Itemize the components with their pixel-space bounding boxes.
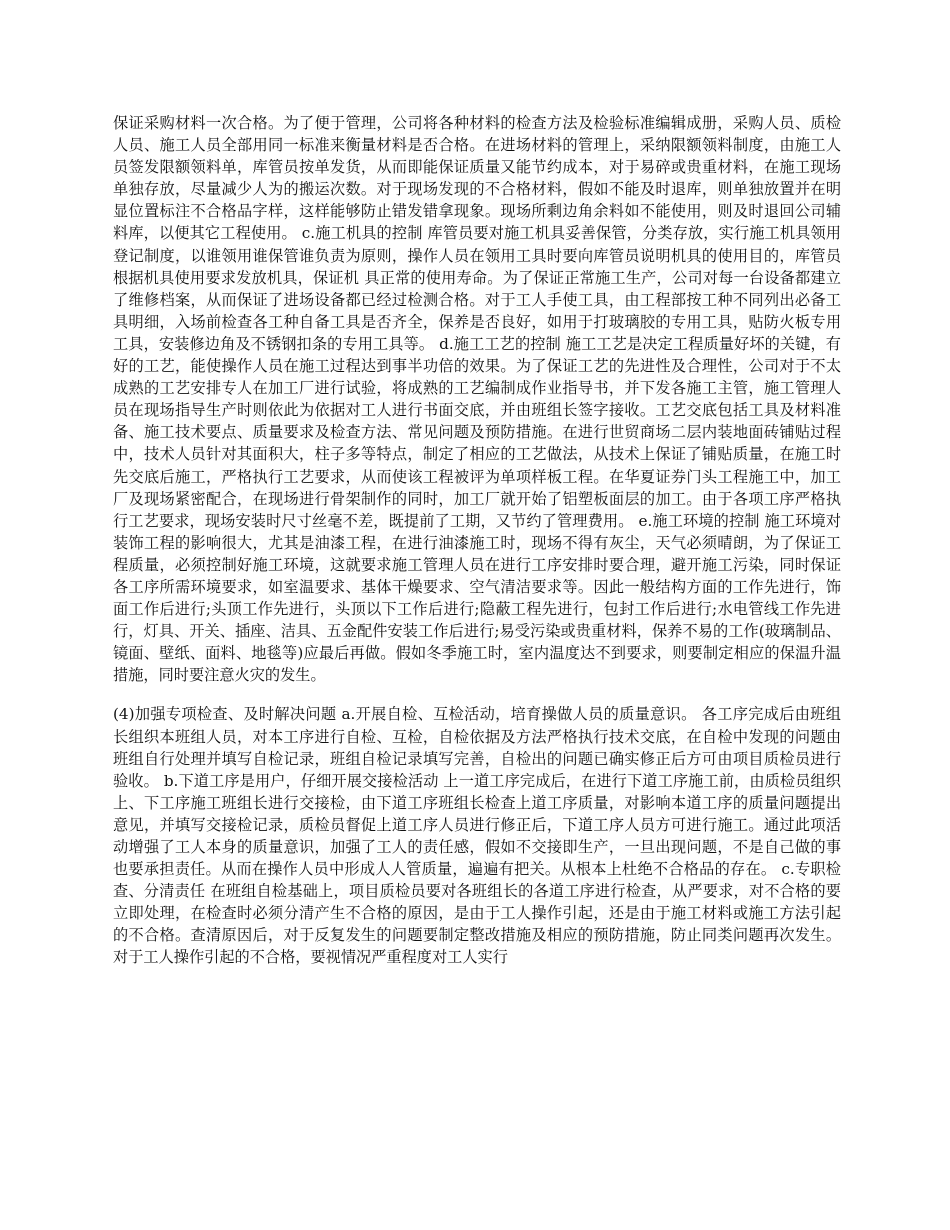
body-paragraph-2: (4)加强专项检查、及时解决问题 a.开展自检、互检活动，培育操做人员的质量意识。 各工序完成后由班组长组织本班组人员，对本工序进行自检、互检，自检依据及方法严格执行技术交底，在自检中发现的问题由班组自行处理并填写自检记录，班组自检记录填写完善，自检出的问题已确实修正后方可由项目质检员进行验收。 b.下道工序是用户，仔细开展交接检活动 上一道工序完成后，在进行下道工序施工前，由质检员组织上、下工序施工班组长进行交接检，由下道工序班组长检查上道工序质量，对影响本道工序的质量问题提出意见，并填写交接检记录，质检员督促上道工序人员进行修正后，下道工序人员方可进行施工。通过此项活动增强了工人本身的质量意识，加强了工人的责任感，假如不交接即生产，一旦出现问题，不是自己做的事也要承担责任。从而在操作人员中形成人人管质量，遍遍有把关。从根本上杜绝不合格品的存在。 c.专职检查、分清责任 在班组自检基础上，项目质检员要对各班组长的各道工序进行检查，从严要求，对不合格的要立即处理，在检查时必须分清产生不合格的原因，是由于工人操作引起，还是由于施工材料或施工方法引起的不合格。查清原因后，对于反复发生的问题要制定整改措施及相应的预防措施，防止同类问题再次发生。对于工人操作引起的不合格，要视情况严重程度对工人实行 [113, 705, 841, 967]
document-page [113, 112, 841, 969]
body-paragraph-1: 保证采购材料一次合格。为了便于管理，公司将各种材料的检查方法及检验标准编辑成册，采购人员、质检人员、施工人员全部用同一标准来衡量材料是否合格。在进场材料的管理上，采纳限额领料制度，由施工人员签发限额领料单，库管员按单发货，从而即能保证质量又能节约成本，对于易碎或贵重材料，在施工现场单独存放，尽量减少人为的搬运次数。对于现场发现的不合格材料，假如不能及时退库，则单独放置并在明显位置标注不合格品字样，这样能够防止错发错拿现象。现场所剩边角余料如不能使用，则及时退回公司辅料库，以便其它工程使用。 c.施工机具的控制 库管员要对施工机具妥善保管，分类存放，实行施工机具领用登记制度，以谁领用谁保管谁负责为原则，操作人员在领用工具时要向库管员说明机具的使用目的，库管员根据机具使用要求发放机具，保证机 具正常的使用寿命。为了保证正常施工生产，公司对每一台设备都建立了维修档案，从而保证了进场设备都已经过检测合格。对于工人手使工具，由工程部按工种不同列出必备工具明细，入场前检查各工种自备工具是否齐全，保养是否良好，如用于打玻璃胶的专用工具，贴防火板专用工具，安装修边角及不锈钢扣条的专用工具等。 d.施工工艺的控制 施工工艺是决定工程质量好坏的关键，有好的工艺，能使操作人员在施工过程达到事半功倍的效果。为了保证工艺的先进性及合理性，公司对于不太成熟的工艺安排专人在加工厂进行试验，将成熟的工艺编制成作业指导书，并下发各施工主管，施工管理人员在现场指导生产时则依此为依据对工人进行书面交底，并由班组长签字接收。工艺交底包括工具及材料准备、施工技术要点、质量要求及检查方法、常见问题及预防措施。在进行世贸商场二层内装地面砖铺贴过程中，技术人员针对其面积大，柱子多等特点，制定了相应的工艺做法，从技术上保证了铺贴质量，在施工时先交底后施工，严格执行工艺要求，从而使该工程被评为单项样板工程。在华夏证券门头工程施工中，加工厂及现场紧密配合，在现场进行骨架制作的同时，加工厂就开始了铝塑板面层的加工。由于各项工序严格执行工艺要求，现场安装时尺寸丝毫不差，既提前了工期，又节约了管理费用。 e.施工环境的控制 施工环境对装饰工程的影响很大，尤其是油漆工程，在进行油漆施工时，现场不得有灰尘，天气必须晴朗，为了保证工程质量，必须控制好施工环境，这就要求施工管理人员在进行工序安排时要合理，避开施工污染，同时保证各工序所需环境要求，如室温要求、基体干燥要求、空气清洁要求等。因此一般结构方面的工作先进行，饰面工作后进行;头顶工作先进行，头顶以下工作后进行;隐蔽工程先进行，包封工作后进行;水电管线工作先进行，灯具、开关、插座、洁具、五金配件安装工作后进行;易受污染或贵重材料，保养不易的工作(玻璃制品、镜面、壁纸、面料、地毯等)应最后再做。假如冬季施工时，室内温度达不到要求，则要制定相应的保温升温措施，同时要注意火灾的发生。 [113, 114, 841, 685]
